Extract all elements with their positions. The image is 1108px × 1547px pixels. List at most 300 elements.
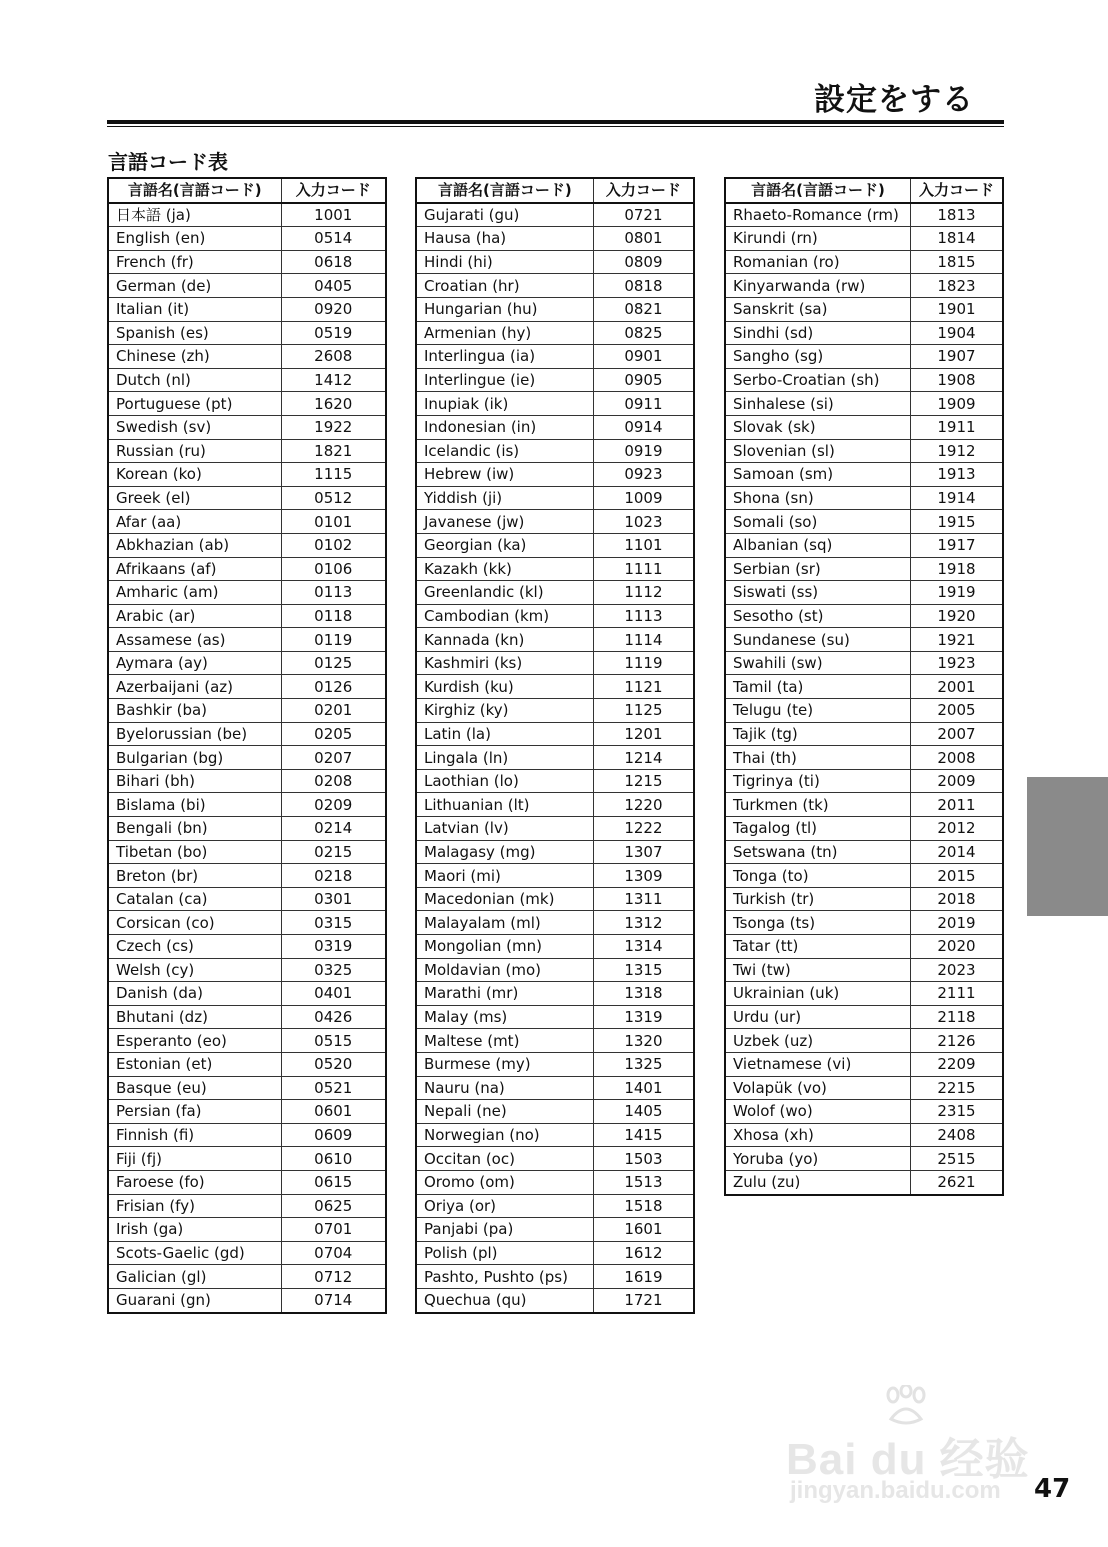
header-language-name: 言語名(言語コード)	[416, 178, 593, 203]
language-name-cell: Croatian (hr)	[416, 274, 593, 298]
input-code-cell: 1620	[281, 392, 386, 416]
language-name-cell: Oriya (or)	[416, 1194, 593, 1218]
input-code-cell: 0615	[281, 1170, 386, 1194]
input-code-cell: 0215	[281, 840, 386, 864]
table-row	[416, 345, 694, 369]
language-code-table-2	[415, 177, 695, 1314]
table-row	[725, 368, 1003, 392]
input-code-cell: 0208	[281, 769, 386, 793]
table-row	[725, 510, 1003, 534]
input-code-cell: 1518	[593, 1194, 694, 1218]
input-code-cell: 1914	[910, 486, 1003, 510]
table-row	[416, 604, 694, 628]
language-name-cell: Romanian (ro)	[725, 250, 910, 274]
input-code-cell: 1917	[910, 533, 1003, 557]
language-name-cell: Faroese (fo)	[108, 1170, 281, 1194]
table-row	[416, 887, 694, 911]
table-row	[108, 368, 386, 392]
input-code-cell: 2019	[910, 911, 1003, 935]
input-code-cell: 1201	[593, 722, 694, 746]
language-name-cell: Pashto, Pushto (ps)	[416, 1265, 593, 1289]
input-code-cell: 1909	[910, 392, 1003, 416]
table-row	[725, 1100, 1003, 1124]
table-row	[108, 1265, 386, 1289]
language-name-cell: Maltese (mt)	[416, 1029, 593, 1053]
language-name-cell: Setswana (tn)	[725, 840, 910, 864]
input-code-cell: 1721	[593, 1288, 694, 1312]
input-code-cell: 0101	[281, 510, 386, 534]
language-name-cell: Tsonga (ts)	[725, 911, 910, 935]
table-row	[108, 439, 386, 463]
language-name-cell: Tajik (tg)	[725, 722, 910, 746]
table-row	[725, 769, 1003, 793]
language-name-cell: Moldavian (mo)	[416, 958, 593, 982]
input-code-cell: 1401	[593, 1076, 694, 1100]
input-code-cell: 1913	[910, 463, 1003, 487]
language-name-cell: Chinese (zh)	[108, 345, 281, 369]
language-name-cell: Albanian (sq)	[725, 533, 910, 557]
language-name-cell: Czech (cs)	[108, 935, 281, 959]
language-name-cell: Javanese (jw)	[416, 510, 593, 534]
language-name-cell: Armenian (hy)	[416, 321, 593, 345]
input-code-cell: 1325	[593, 1052, 694, 1076]
input-code-cell: 1214	[593, 746, 694, 770]
input-code-cell: 0218	[281, 864, 386, 888]
input-code-cell: 0125	[281, 651, 386, 675]
input-code-cell: 0818	[593, 274, 694, 298]
language-name-cell: Urdu (ur)	[725, 1005, 910, 1029]
table-row	[108, 1241, 386, 1265]
table-row	[725, 557, 1003, 581]
language-name-cell: Norwegian (no)	[416, 1123, 593, 1147]
table-row	[416, 415, 694, 439]
input-code-cell: 1513	[593, 1170, 694, 1194]
watermark-url: jingyan.baidu.com	[790, 1477, 1001, 1504]
table-row	[108, 203, 386, 227]
language-name-cell: Hebrew (iw)	[416, 463, 593, 487]
table-row	[108, 628, 386, 652]
input-code-cell: 2608	[281, 345, 386, 369]
language-name-cell: Shona (sn)	[725, 486, 910, 510]
input-code-cell: 0207	[281, 746, 386, 770]
input-code-cell: 1119	[593, 651, 694, 675]
language-name-cell: Panjabi (pa)	[416, 1218, 593, 1242]
language-name-cell: Malay (ms)	[416, 1005, 593, 1029]
input-code-cell: 1415	[593, 1123, 694, 1147]
table-row	[108, 911, 386, 935]
table-row	[108, 958, 386, 982]
table-header-row	[416, 178, 694, 203]
input-code-cell: 0405	[281, 274, 386, 298]
language-name-cell: Tamil (ta)	[725, 675, 910, 699]
language-name-cell: English (en)	[108, 227, 281, 251]
input-code-cell: 0201	[281, 699, 386, 723]
input-code-cell: 1915	[910, 510, 1003, 534]
table-row	[108, 746, 386, 770]
input-code-cell: 0205	[281, 722, 386, 746]
table-row	[416, 746, 694, 770]
input-code-cell: 0923	[593, 463, 694, 487]
input-code-cell: 0919	[593, 439, 694, 463]
language-name-cell: Volapük (vo)	[725, 1076, 910, 1100]
table-row	[108, 297, 386, 321]
table-row	[416, 675, 694, 699]
language-name-cell: Bashkir (ba)	[108, 699, 281, 723]
language-name-cell: Spanish (es)	[108, 321, 281, 345]
input-code-cell: 0519	[281, 321, 386, 345]
input-code-cell: 1009	[593, 486, 694, 510]
table-row	[416, 368, 694, 392]
input-code-cell: 1412	[281, 368, 386, 392]
input-code-cell: 1823	[910, 274, 1003, 298]
language-name-cell: Rhaeto-Romance (rm)	[725, 203, 910, 227]
input-code-cell: 2020	[910, 935, 1003, 959]
table-row	[725, 958, 1003, 982]
language-name-cell: Dutch (nl)	[108, 368, 281, 392]
table-row	[416, 628, 694, 652]
input-code-cell: 1612	[593, 1241, 694, 1265]
table-row	[108, 675, 386, 699]
input-code-cell: 0325	[281, 958, 386, 982]
table-row	[725, 793, 1003, 817]
language-name-cell: Somali (so)	[725, 510, 910, 534]
table-row	[108, 533, 386, 557]
input-code-cell: 0209	[281, 793, 386, 817]
language-name-cell: Hindi (hi)	[416, 250, 593, 274]
input-code-cell: 1503	[593, 1147, 694, 1171]
table-row	[108, 1170, 386, 1194]
language-name-cell: Swahili (sw)	[725, 651, 910, 675]
language-name-cell: Assamese (as)	[108, 628, 281, 652]
input-code-cell: 2111	[910, 982, 1003, 1006]
table-row	[725, 250, 1003, 274]
input-code-cell: 0126	[281, 675, 386, 699]
table-row	[725, 746, 1003, 770]
language-name-cell: Tibetan (bo)	[108, 840, 281, 864]
table-row	[108, 321, 386, 345]
language-name-cell: Interlingue (ie)	[416, 368, 593, 392]
table-row	[108, 864, 386, 888]
language-name-cell: Slovak (sk)	[725, 415, 910, 439]
language-name-cell: Telugu (te)	[725, 699, 910, 723]
table-row	[416, 651, 694, 675]
language-name-cell: Aymara (ay)	[108, 651, 281, 675]
page-title: 設定をする	[814, 82, 974, 118]
table-row	[725, 982, 1003, 1006]
table-row	[108, 1147, 386, 1171]
table-row	[416, 1100, 694, 1124]
table-row	[725, 935, 1003, 959]
input-code-cell: 1922	[281, 415, 386, 439]
table-row	[108, 1052, 386, 1076]
input-code-cell: 2001	[910, 675, 1003, 699]
table-row	[416, 250, 694, 274]
table-row	[108, 604, 386, 628]
table-row	[725, 722, 1003, 746]
input-code-cell: 2008	[910, 746, 1003, 770]
language-name-cell: Bhutani (dz)	[108, 1005, 281, 1029]
language-name-cell: Occitan (oc)	[416, 1147, 593, 1171]
table-row	[416, 1265, 694, 1289]
section-heading: 言語コード表	[108, 150, 228, 174]
table-row	[725, 463, 1003, 487]
input-code-cell: 1911	[910, 415, 1003, 439]
title-rule	[107, 120, 1004, 127]
table-row	[416, 1076, 694, 1100]
table-row	[108, 1218, 386, 1242]
input-code-cell: 0301	[281, 887, 386, 911]
table-row	[725, 533, 1003, 557]
input-code-cell: 1001	[281, 203, 386, 227]
table-header-row	[725, 178, 1003, 203]
table-row	[416, 699, 694, 723]
page-number: 47	[1034, 1474, 1071, 1504]
input-code-cell: 0102	[281, 533, 386, 557]
table-row	[108, 1005, 386, 1029]
language-name-cell: Mongolian (mn)	[416, 935, 593, 959]
input-code-cell: 1222	[593, 817, 694, 841]
language-name-cell: Indonesian (in)	[416, 415, 593, 439]
input-code-cell: 1125	[593, 699, 694, 723]
input-code-cell: 0905	[593, 368, 694, 392]
chapter-tab-marker	[1027, 777, 1108, 916]
input-code-cell: 0821	[593, 297, 694, 321]
language-name-cell: Fiji (fj)	[108, 1147, 281, 1171]
table-row	[108, 1076, 386, 1100]
table-row	[108, 557, 386, 581]
language-name-cell: Lithuanian (lt)	[416, 793, 593, 817]
input-code-cell: 1311	[593, 887, 694, 911]
language-name-cell: Slovenian (sl)	[725, 439, 910, 463]
table-row	[725, 1170, 1003, 1194]
language-name-cell: Hausa (ha)	[416, 227, 593, 251]
paw-icon	[881, 1385, 931, 1427]
table-row	[108, 935, 386, 959]
input-code-cell: 1309	[593, 864, 694, 888]
language-name-cell: Kirundi (rn)	[725, 227, 910, 251]
language-name-cell: Nauru (na)	[416, 1076, 593, 1100]
input-code-cell: 1904	[910, 321, 1003, 345]
table-row	[416, 1123, 694, 1147]
language-name-cell: Serbo-Croatian (sh)	[725, 368, 910, 392]
table-row	[108, 651, 386, 675]
table-row	[416, 581, 694, 605]
input-code-cell: 0515	[281, 1029, 386, 1053]
header-language-name: 言語名(言語コード)	[108, 178, 281, 203]
input-code-cell: 2005	[910, 699, 1003, 723]
language-name-cell: Kashmiri (ks)	[416, 651, 593, 675]
input-code-cell: 0514	[281, 227, 386, 251]
language-name-cell: Scots-Gaelic (gd)	[108, 1241, 281, 1265]
table-row	[416, 557, 694, 581]
language-name-cell: Cambodian (km)	[416, 604, 593, 628]
language-name-cell: Uzbek (uz)	[725, 1029, 910, 1053]
input-code-cell: 0801	[593, 227, 694, 251]
language-name-cell: Thai (th)	[725, 746, 910, 770]
input-code-cell: 0714	[281, 1288, 386, 1312]
table-row	[416, 1241, 694, 1265]
language-name-cell: Estonian (et)	[108, 1052, 281, 1076]
language-name-cell: Tonga (to)	[725, 864, 910, 888]
language-code-table-1	[107, 177, 387, 1314]
language-name-cell: Byelorussian (be)	[108, 722, 281, 746]
table-row	[416, 297, 694, 321]
table-row	[725, 297, 1003, 321]
table-row	[416, 840, 694, 864]
input-code-cell: 1023	[593, 510, 694, 534]
language-name-cell: Yiddish (ji)	[416, 486, 593, 510]
input-code-cell: 1315	[593, 958, 694, 982]
table-row	[108, 1029, 386, 1053]
language-name-cell: 日本語 (ja)	[108, 203, 281, 227]
language-name-cell: Malayalam (ml)	[416, 911, 593, 935]
input-code-cell: 0118	[281, 604, 386, 628]
input-code-cell: 1320	[593, 1029, 694, 1053]
input-code-cell: 1921	[910, 628, 1003, 652]
input-code-cell: 2007	[910, 722, 1003, 746]
table-row	[108, 699, 386, 723]
input-code-cell: 1405	[593, 1100, 694, 1124]
language-name-cell: Finnish (fi)	[108, 1123, 281, 1147]
input-code-cell: 2408	[910, 1123, 1003, 1147]
language-name-cell: Catalan (ca)	[108, 887, 281, 911]
header-input-code: 入力コード	[910, 178, 1003, 203]
input-code-cell: 1907	[910, 345, 1003, 369]
language-name-cell: Icelandic (is)	[416, 439, 593, 463]
input-code-cell: 1319	[593, 1005, 694, 1029]
input-code-cell: 0426	[281, 1005, 386, 1029]
table-row	[416, 439, 694, 463]
header-input-code: 入力コード	[593, 178, 694, 203]
input-code-cell: 1111	[593, 557, 694, 581]
language-name-cell: Malagasy (mg)	[416, 840, 593, 864]
input-code-cell: 0618	[281, 250, 386, 274]
language-name-cell: Tigrinya (ti)	[725, 769, 910, 793]
table-row	[108, 392, 386, 416]
input-code-cell: 2012	[910, 817, 1003, 841]
table-row	[108, 415, 386, 439]
input-code-cell: 0113	[281, 581, 386, 605]
language-name-cell: Greek (el)	[108, 486, 281, 510]
language-name-cell: Hungarian (hu)	[416, 297, 593, 321]
input-code-cell: 0520	[281, 1052, 386, 1076]
table-row	[416, 486, 694, 510]
language-name-cell: Gujarati (gu)	[416, 203, 593, 227]
language-name-cell: Irish (ga)	[108, 1218, 281, 1242]
input-code-cell: 1813	[910, 203, 1003, 227]
language-name-cell: Portuguese (pt)	[108, 392, 281, 416]
input-code-cell: 0119	[281, 628, 386, 652]
input-code-cell: 1901	[910, 297, 1003, 321]
input-code-cell: 2011	[910, 793, 1003, 817]
table-row	[108, 1288, 386, 1312]
input-code-cell: 0712	[281, 1265, 386, 1289]
language-name-cell: Serbian (sr)	[725, 557, 910, 581]
input-code-cell: 0911	[593, 392, 694, 416]
table-row	[416, 1218, 694, 1242]
table-row	[725, 604, 1003, 628]
language-name-cell: Yoruba (yo)	[725, 1147, 910, 1171]
table-row	[725, 887, 1003, 911]
input-code-cell: 1908	[910, 368, 1003, 392]
input-code-cell: 1121	[593, 675, 694, 699]
language-name-cell: Burmese (my)	[416, 1052, 593, 1076]
input-code-cell: 0721	[593, 203, 694, 227]
language-name-cell: Nepali (ne)	[416, 1100, 593, 1124]
table-row	[108, 581, 386, 605]
table-row	[725, 392, 1003, 416]
input-code-cell: 1312	[593, 911, 694, 935]
table-row	[725, 675, 1003, 699]
input-code-cell: 2018	[910, 887, 1003, 911]
input-code-cell: 0512	[281, 486, 386, 510]
language-name-cell: Sundanese (su)	[725, 628, 910, 652]
table-row	[416, 227, 694, 251]
language-name-cell: Basque (eu)	[108, 1076, 281, 1100]
language-name-cell: Latin (la)	[416, 722, 593, 746]
table-row	[108, 274, 386, 298]
language-name-cell: Esperanto (eo)	[108, 1029, 281, 1053]
language-name-cell: Bislama (bi)	[108, 793, 281, 817]
input-code-cell: 2015	[910, 864, 1003, 888]
input-code-cell: 1815	[910, 250, 1003, 274]
table-row	[416, 510, 694, 534]
table-row	[725, 581, 1003, 605]
input-code-cell: 0401	[281, 982, 386, 1006]
language-name-cell: Arabic (ar)	[108, 604, 281, 628]
watermark-main-text: Bai du 经验	[786, 1435, 1030, 1484]
table-row	[725, 1029, 1003, 1053]
language-name-cell: Welsh (cy)	[108, 958, 281, 982]
table-row	[725, 840, 1003, 864]
language-name-cell: Siswati (ss)	[725, 581, 910, 605]
language-name-cell: Bulgarian (bg)	[108, 746, 281, 770]
input-code-cell: 1821	[281, 439, 386, 463]
input-code-cell: 1619	[593, 1265, 694, 1289]
input-code-cell: 0315	[281, 911, 386, 935]
table-row	[416, 793, 694, 817]
input-code-cell: 1112	[593, 581, 694, 605]
table-row	[725, 486, 1003, 510]
table-row	[725, 911, 1003, 935]
table-row	[416, 958, 694, 982]
language-name-cell: Polish (pl)	[416, 1241, 593, 1265]
input-code-cell: 0521	[281, 1076, 386, 1100]
table-row	[725, 1123, 1003, 1147]
table-row	[416, 722, 694, 746]
table-row	[416, 533, 694, 557]
table-row	[416, 1288, 694, 1312]
table-row	[725, 345, 1003, 369]
table-row	[416, 1194, 694, 1218]
table-row	[416, 864, 694, 888]
language-name-cell: Lingala (ln)	[416, 746, 593, 770]
input-code-cell: 1215	[593, 769, 694, 793]
table-row	[416, 1005, 694, 1029]
table-row	[416, 321, 694, 345]
table-row	[725, 203, 1003, 227]
table-row	[416, 1052, 694, 1076]
table-row	[108, 510, 386, 534]
table-row	[416, 203, 694, 227]
table-row	[108, 250, 386, 274]
language-name-cell: Kinyarwanda (rw)	[725, 274, 910, 298]
input-code-cell: 0914	[593, 415, 694, 439]
language-name-cell: Frisian (fy)	[108, 1194, 281, 1218]
input-code-cell: 2014	[910, 840, 1003, 864]
table-row	[725, 439, 1003, 463]
table-row	[725, 699, 1003, 723]
